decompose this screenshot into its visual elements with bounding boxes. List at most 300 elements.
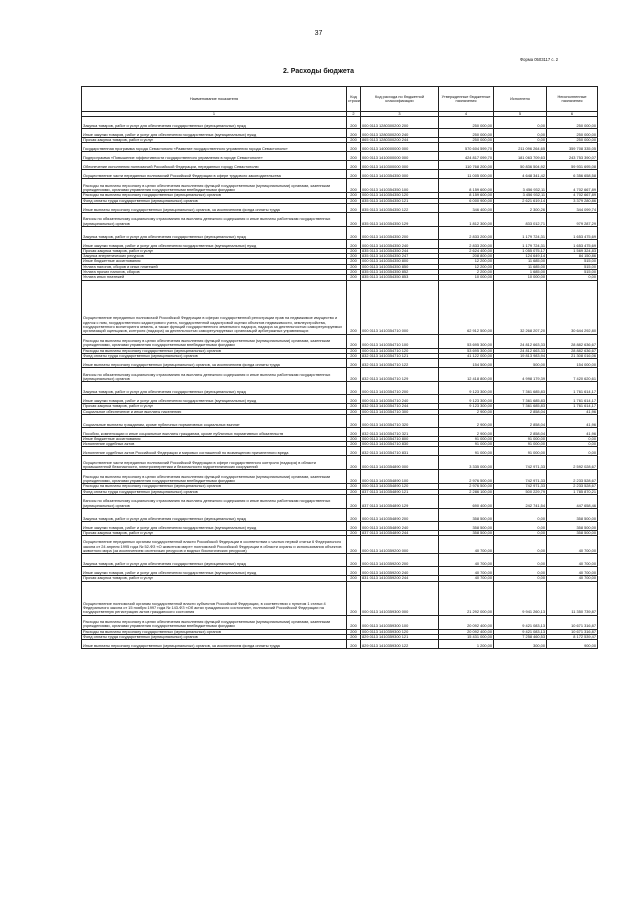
column-number: 4 [439,112,494,117]
row-classification: 000 0113 1410359200 200 [361,554,439,567]
row-remaining: 344 099,74 [547,203,598,212]
row-code: 200 [347,179,361,193]
row-remaining: 515,00 [547,264,598,269]
row-approved: 2 200,00 [439,270,494,275]
table-row [82,536,598,554]
row-approved: 3 335 000,00 [439,456,494,470]
row-name: Иные закупки товаров, работ и услуг для обеспечения государственных (муниципальных) нужд [82,239,347,248]
column-number: 3 [361,112,439,117]
row-classification: 000 0113 1410359300 100 [361,615,439,629]
row-approved: 8 159 600,00 [439,193,494,198]
row-classification: 000 0113 1410354710 320 [361,414,439,427]
row-approved: 358 500,00 [439,509,494,522]
row-name: Фонд оплаты труда государственных (муниципальных) органов [82,489,347,494]
row-name: Прочая закупка товаров, работ и услуг [82,576,347,581]
row-remaining: 2 233 528,67 [547,470,598,484]
row-name: Прочая закупка товаров, работ и услуг [82,531,347,536]
row-approved: 53 695 300,00 [439,348,494,353]
row-remaining: 359 708 335,05 [547,143,598,152]
row-classification: 835 0113 1410354350 121 [361,198,439,203]
row-executed: 500,00 [494,359,547,368]
row-remaining: 41,96 [547,427,598,436]
row-code: 200 [347,404,361,409]
row-approved: 2 976 500,00 [439,484,494,489]
row-classification: 000 0113 1400000000 000 [361,143,439,152]
row-executed: 0,00 [494,531,547,536]
header-code: Код строки [347,87,361,112]
row-code: 200 [347,226,361,239]
row-code: 200 [347,353,361,358]
row-executed: 3 456 932,11 [494,193,547,198]
row-classification: 829 0113 1410359300 121 [361,634,439,639]
row-remaining: 41,96 [547,414,598,427]
row-name: Расходы на выплаты персоналу государственных (муниципальных) органов [82,484,347,489]
table-row [82,567,598,576]
row-remaining: 28 882 636,67 [547,348,598,353]
row-name: Расходы на выплаты персоналу государственных (муниципальных) органов [82,348,347,353]
header-name: Наименование показателя [82,87,347,112]
row-approved: 40 700,00 [439,567,494,576]
row-approved: 10 000,00 [439,275,494,280]
row-executed: 32 268 207,20 [494,280,547,334]
row-name: Социальное обеспечение и иные выплаты населению [82,409,347,414]
row-approved: 40 700,00 [439,554,494,567]
row-classification: 000 0113 1410354350 000 [361,170,439,179]
row-name: Осуществление части переданных полномочий Российской Федерации в сфере трудового законодательства [82,170,347,179]
row-executed: 50 836 504,92 [494,161,547,170]
row-name: Прочая закупка товаров, работ и услуг [82,248,347,253]
row-approved: 12 418 800,00 [439,368,494,382]
row-name: Иные закупки товаров, работ и услуг для обеспечения государственных (муниципальных) нужд [82,522,347,531]
table-row [82,615,598,629]
row-remaining: 40 700,00 [547,536,598,554]
row-name: Уплата налогов, сборов и иных платежей [82,264,347,269]
row-executed: 19 813 983,94 [494,353,547,358]
row-name: Закупка товаров, работ и услуг для обеспечения государственных (муниципальных) нужд [82,509,347,522]
table-row [82,179,598,193]
row-classification: 000 0113 1410354890 000 [361,456,439,470]
row-executed: 742 971,33 [494,456,547,470]
row-approved: 6 000 900,00 [439,198,494,203]
row-code: 200 [347,576,361,581]
row-remaining: 0,00 [547,442,598,447]
row-classification: 835 0113 1410354350 853 [361,275,439,280]
table-row [82,554,598,567]
table-row [82,226,598,239]
row-classification: 837 0113 1410354890 244 [361,531,439,536]
row-classification: 000 0113 1410300000 000 [361,161,439,170]
row-code: 200 [347,442,361,447]
row-classification: 000 0113 1410354710 200 [361,382,439,395]
row-executed: 1 055 075,17 [494,248,547,253]
row-remaining: 1 569 324,83 [547,248,598,253]
table-row [82,212,598,226]
row-remaining: 515,00 [547,259,598,264]
row-remaining: 358 500,00 [547,509,598,522]
row-approved: 12 200,00 [439,259,494,264]
row-executed: 9 941 260,13 [494,581,547,615]
row-approved: 21 292 000,00 [439,581,494,615]
row-code: 200 [347,270,361,275]
row-classification: 837 0113 1410354890 129 [361,495,439,509]
row-code: 200 [347,436,361,441]
row-name: Фонд оплаты труда государственных (муниципальных) органов [82,198,347,203]
header-classification: Код расхода по бюджетной классификации [361,87,439,112]
form-code: Форма 0503117 с. 2 [520,57,559,62]
row-name: Фонд оплаты труда государственных (муниципальных) органов [82,353,347,358]
row-name: Прочая закупка товаров, работ и услуг [82,404,347,409]
table-row [82,427,598,436]
row-classification: 832 0113 1410354710 321 [361,427,439,436]
row-approved: 2 286 100,00 [439,489,494,494]
row-approved: 41 122 000,00 [439,353,494,358]
row-code: 200 [347,522,361,531]
row-remaining: 21 308 016,06 [547,353,598,358]
row-code: 200 [347,615,361,629]
row-executed: 91 000,00 [494,436,547,441]
row-executed: 7 258 460,53 [494,634,547,639]
row-approved: 40 700,00 [439,576,494,581]
row-code: 200 [347,138,361,143]
row-approved: 62 912 500,00 [439,280,494,334]
row-name: Социальные выплаты гражданам, кроме публичных нормативных социальных выплат [82,414,347,427]
row-classification: 000 0113 1410354710 100 [361,334,439,348]
row-classification: 832 0113 1410354710 831 [361,447,439,456]
row-remaining: 40 700,00 [547,576,598,581]
row-executed: 10 000,00 [494,275,547,280]
row-remaining: 2 233 528,67 [547,484,598,489]
row-approved: 2 624 400,00 [439,248,494,253]
table-row [82,522,598,531]
row-remaining: 8 172 539,47 [547,634,598,639]
row-remaining: 358 500,00 [547,531,598,536]
table-row [82,395,598,404]
row-executed: 0,00 [494,138,547,143]
row-executed: 0,00 [494,509,547,522]
row-executed: 0,00 [494,117,547,129]
row-classification: 832 0113 1410354710 122 [361,359,439,368]
row-approved: 2 976 500,00 [439,470,494,484]
row-executed: 91 000,00 [494,442,547,447]
row-code: 200 [347,427,361,436]
row-remaining: 3 379 280,86 [547,198,598,203]
row-code: 200 [347,629,361,634]
column-number: 5 [494,112,547,117]
row-executed: 7 361 685,83 [494,404,547,409]
row-code: 200 [347,409,361,414]
row-classification: 000 0113 1410354350 240 [361,239,439,248]
row-executed: 7 361 685,83 [494,395,547,404]
row-remaining: 1 761 614,17 [547,404,598,409]
table-row [82,161,598,170]
row-executed: 1 179 724,31 [494,239,547,248]
row-executed: 0,00 [494,567,547,576]
row-remaining: 250 000,00 [547,129,598,138]
row-code: 200 [347,489,361,494]
row-remaining: 40 700,00 [547,554,598,567]
row-executed: 11 685,00 [494,264,547,269]
row-approved: 250 000,00 [439,129,494,138]
header-approved: Утвержденные бюджетные назначения [439,87,494,112]
row-remaining: 0,00 [547,447,598,456]
row-code: 200 [347,368,361,382]
row-code: 200 [347,170,361,179]
table-row [82,640,598,649]
row-classification: 000 0113 1410354710 000 [361,280,439,334]
section-title: 2. Расходы бюджета [283,68,354,75]
row-code: 200 [347,143,361,152]
row-code: 200 [347,334,361,348]
row-approved: 1 812 300,00 [439,212,494,226]
row-classification: 837 0113 1410354890 121 [361,489,439,494]
row-approved: 91 000,00 [439,442,494,447]
row-remaining: 250 000,00 [547,117,598,129]
row-executed: 1 685,00 [494,270,547,275]
column-number: 1 [82,112,347,117]
column-number: 6 [547,112,598,117]
table-row [82,170,598,179]
row-executed: 4 648 341,42 [494,170,547,179]
row-name: Закупка товаров, работ и услуг для обеспечения государственных (муниципальных) нужд [82,226,347,239]
row-approved: 570 604 599,70 [439,143,494,152]
row-remaining: 1 653 475,69 [547,226,598,239]
row-name: Осуществление переданных полномочий Российской Федерации в сферах государственной регистрации прав на недвижимое имущество и сделок с ним, государственного кадастрового учета, государственной кадастровой оценки объектов недвижимости, землеустройства, государственного мониторинга земель, а также функций государственного земельного надзора, надзора за деятельностью саморегулируемых организаций оценщиков, контроля (надзора) за деятельностью саморегулируемых организаций арбитражных управляющих [82,280,347,334]
row-classification: 000 0113 1280300200 200 [361,117,439,129]
row-name: Взносы по обязательному социальному страхованию на выплаты денежного содержания и иные выплаты работникам государственных (муниципальных) органов [82,495,347,509]
row-approved: 1 200,00 [439,640,494,649]
row-code: 200 [347,531,361,536]
row-approved: 110 768 200,00 [439,161,494,170]
row-name: Иные бюджетные ассигнования [82,259,347,264]
row-remaining: 250 000,00 [547,138,598,143]
row-classification: 000 0113 1410354350 800 [361,259,439,264]
row-name: Расходы на выплаты персоналу в целях обеспечения выполнения функций государственными (муниципальными) органами, казенными учреждениями, органами управления государственными внебюджетными фондами [82,334,347,348]
row-remaining: 900,00 [547,640,598,649]
row-classification: 000 0113 1410354710 800 [361,436,439,441]
table-row [82,495,598,509]
row-remaining: 979 287,29 [547,212,598,226]
row-name: Исполнение судебных актов [82,442,347,447]
table-row [82,129,598,138]
row-name: Расходы на выплаты персоналу государственных (муниципальных) органов [82,629,347,634]
row-executed: 0,00 [494,522,547,531]
row-name: Закупка товаров, работ и услуг для обеспечения государственных (муниципальных) нужд [82,554,347,567]
row-classification: 000 0113 1410354890 200 [361,509,439,522]
row-approved: 154 500,00 [439,359,494,368]
row-code: 200 [347,239,361,248]
row-name: Подпрограмма «Повышение эффективности государственного управления в городе Севастополе» [82,152,347,161]
page-number: 37 [314,30,323,37]
row-name: Обеспечение исполнения полномочий Российской Федерации, переданных городу Севастополю [82,161,347,170]
row-remaining: 59 931 695,08 [547,161,598,170]
row-code: 200 [347,447,361,456]
row-approved: 15 431 000,00 [439,634,494,639]
row-name: Расходы на выплаты персоналу в целях обеспечения выполнения функций государственными (муниципальными) органами, казенными учреждениями, органами управления государственными внебюджетными фондами [82,179,347,193]
row-code: 200 [347,248,361,253]
row-name: Иные закупки товаров, работ и услуг для обеспечения государственных (муниципальных) нужд [82,395,347,404]
expenditure-table [81,86,598,649]
row-executed: 0,00 [494,554,547,567]
row-code: 200 [347,280,361,334]
row-approved: 358 500,00 [439,531,494,536]
row-code: 200 [347,495,361,509]
row-name: Осуществление переданных органам государственной власти Российской Федерации в соответствии с частью первой статьи 6 Федерального закона от 24 апреля 1995 года № 52-ФЗ «О животном мире» полномочий Российской Федерации в области охраны и использования объектов животного мира (за исключением охотничьих ресурсов и водных биологических ресурсов) [82,536,347,554]
row-classification: 000 0113 1410354710 120 [361,348,439,353]
table-row [82,470,598,484]
row-classification: 000 0113 1410354890 120 [361,484,439,489]
row-executed: 242 741,54 [494,495,547,509]
row-code: 200 [347,414,361,427]
table-row [82,581,598,615]
row-approved: 11 005 000,00 [439,170,494,179]
row-code: 200 [347,117,361,129]
row-classification: 832 0113 1410354710 121 [361,353,439,358]
row-classification: 000 0113 1410354350 200 [361,226,439,239]
row-classification: 000 0113 1410359300 120 [361,629,439,634]
row-executed: 2 858,04 [494,427,547,436]
row-remaining: 515,00 [547,270,598,275]
row-executed: 0,00 [494,129,547,138]
row-classification: 000 0113 1410359300 000 [361,581,439,615]
row-code: 200 [347,152,361,161]
header-remaining: Неисполненные назначения [547,87,598,112]
table-row [82,414,598,427]
row-code: 200 [347,567,361,576]
row-executed: 2 300,26 [494,203,547,212]
row-executed: 7 361 685,83 [494,382,547,395]
row-classification: 000 0113 1410359200 240 [361,567,439,576]
table-row [82,152,598,161]
row-executed: 9 421 083,13 [494,629,547,634]
row-classification: 000 0113 1410000000 000 [361,152,439,161]
row-approved: 250 000,00 [439,117,494,129]
row-name: Иные бюджетные ассигнования [82,436,347,441]
row-remaining: 1 785 870,21 [547,489,598,494]
row-name: Государственная программа города Севастополя «Развитие государственного управления города Севастополя» [82,143,347,152]
table-row [82,280,598,334]
row-classification: 000 0113 1280300200 240 [361,129,439,138]
row-remaining: 28 882 636,67 [547,334,598,348]
row-name: Пособия, компенсации и иные социальные выплаты гражданам, кроме публичных нормативных обязательств [82,427,347,436]
row-code: 200 [347,212,361,226]
row-approved: 8 159 600,00 [439,179,494,193]
row-classification: 000 0113 1410354350 100 [361,179,439,193]
row-name: Осуществление полномочий органам государственной власти субъектов Российской Федерации, в соответствии с пунктом 1 статьи 4 Федерального закона от 15 ноября 1997 года № 143-ФЗ «Об актах гражданского состояния», полномочий Российской Федерации на государственную регистрацию актов гражданского состояния [82,581,347,615]
row-executed: 300,00 [494,640,547,649]
row-classification: 831 0113 1410359200 244 [361,576,439,581]
row-name: Расходы на выплаты персоналу государственных (муниципальных) органов [82,193,347,198]
row-remaining: 6 356 658,58 [547,170,598,179]
row-executed: 742 971,33 [494,484,547,489]
row-executed: 181 063 709,63 [494,152,547,161]
row-approved: 91 000,00 [439,436,494,441]
row-approved: 358 500,00 [439,522,494,531]
row-remaining: 1 653 475,69 [547,239,598,248]
table-row [82,359,598,368]
row-name: Прочая закупка товаров, работ и услуг [82,138,347,143]
row-classification: 000 0113 1410354890 240 [361,522,439,531]
row-classification: 835 0113 1410354350 852 [361,270,439,275]
row-code: 200 [347,359,361,368]
row-executed: 24 812 663,33 [494,334,547,348]
row-executed: 211 096 264,65 [494,143,547,152]
row-approved: 9 123 300,00 [439,395,494,404]
row-remaining: 11 350 739,87 [547,581,598,615]
row-executed: 2 621 619,14 [494,198,547,203]
row-remaining: 10 671 316,87 [547,615,598,629]
row-code: 200 [347,484,361,489]
row-approved: 12 200,00 [439,264,494,269]
row-executed: 1 179 724,31 [494,226,547,239]
row-code: 200 [347,456,361,470]
row-executed: 9 421 083,13 [494,615,547,629]
table-row [82,117,598,129]
row-classification: 835 0113 1410354350 122 [361,203,439,212]
row-code: 200 [347,198,361,203]
row-code: 200 [347,470,361,484]
row-name: Уплата иных платежей [82,275,347,280]
row-name: Иные закупки товаров, работ и услуг для обеспечения государственных (муниципальных) нужд [82,129,347,138]
row-executed: 124 649,14 [494,254,547,259]
row-name: Закупка товаров, работ и услуг для обеспечения государственных (муниципальных) нужд [82,382,347,395]
row-classification: 000 0113 1410354350 120 [361,193,439,198]
row-executed: 4 998 179,39 [494,368,547,382]
row-remaining: 41,96 [547,409,598,414]
row-executed: 742 971,33 [494,470,547,484]
row-name: Взносы по обязательному социальному страхованию на выплаты денежного содержания и иные выплаты работникам государственных (муниципальных) органов [82,368,347,382]
row-code: 200 [347,382,361,395]
row-approved: 9 123 300,00 [439,404,494,409]
row-name: Исполнение судебных актов Российской Федерации и мировых соглашений по возмещению причиненного вреда [82,447,347,456]
row-code: 200 [347,203,361,212]
row-code: 200 [347,259,361,264]
row-code: 200 [347,275,361,280]
table-row [82,239,598,248]
row-name: Иные выплаты персоналу государственных (муниципальных) органов, за исключением фонда оплаты труда [82,203,347,212]
row-code: 200 [347,348,361,353]
row-remaining: 10 671 316,87 [547,629,598,634]
row-executed: 833 012,71 [494,212,547,226]
row-code: 200 [347,395,361,404]
row-code: 200 [347,536,361,554]
row-approved: 208 800,00 [439,254,494,259]
row-executed: 2 858,04 [494,409,547,414]
row-remaining: 1 761 614,17 [547,395,598,404]
row-approved: 2 900,00 [439,409,494,414]
table-row [82,382,598,395]
row-remaining: 447 658,46 [547,495,598,509]
row-code: 200 [347,129,361,138]
row-classification: 835 0113 1410354350 247 [361,254,439,259]
row-approved: 346 400,00 [439,203,494,212]
row-name: Иные выплаты персоналу государственных (муниципальных) органов, за исключением фонда оплаты труда [82,640,347,649]
column-number: 2 [347,112,361,117]
row-remaining: 0,00 [547,275,598,280]
row-code: 200 [347,193,361,198]
row-name: Фонд оплаты труда государственных (муниципальных) органов [82,634,347,639]
row-classification: 865 0113 1280300200 244 [361,138,439,143]
table-row [82,447,598,456]
row-name: Закупка товаров, работ и услуг для обеспечения государственных (муниципальных) нужд [82,117,347,129]
row-approved: 2 900,00 [439,414,494,427]
table-row [82,509,598,522]
row-approved: 40 700,00 [439,536,494,554]
row-classification: 835 0113 1410354350 244 [361,248,439,253]
row-approved: 20 092 400,00 [439,615,494,629]
row-classification: 000 0113 1410354350 850 [361,264,439,269]
row-classification: 832 0113 1410354710 244 [361,404,439,409]
row-executed: 24 812 663,33 [494,348,547,353]
